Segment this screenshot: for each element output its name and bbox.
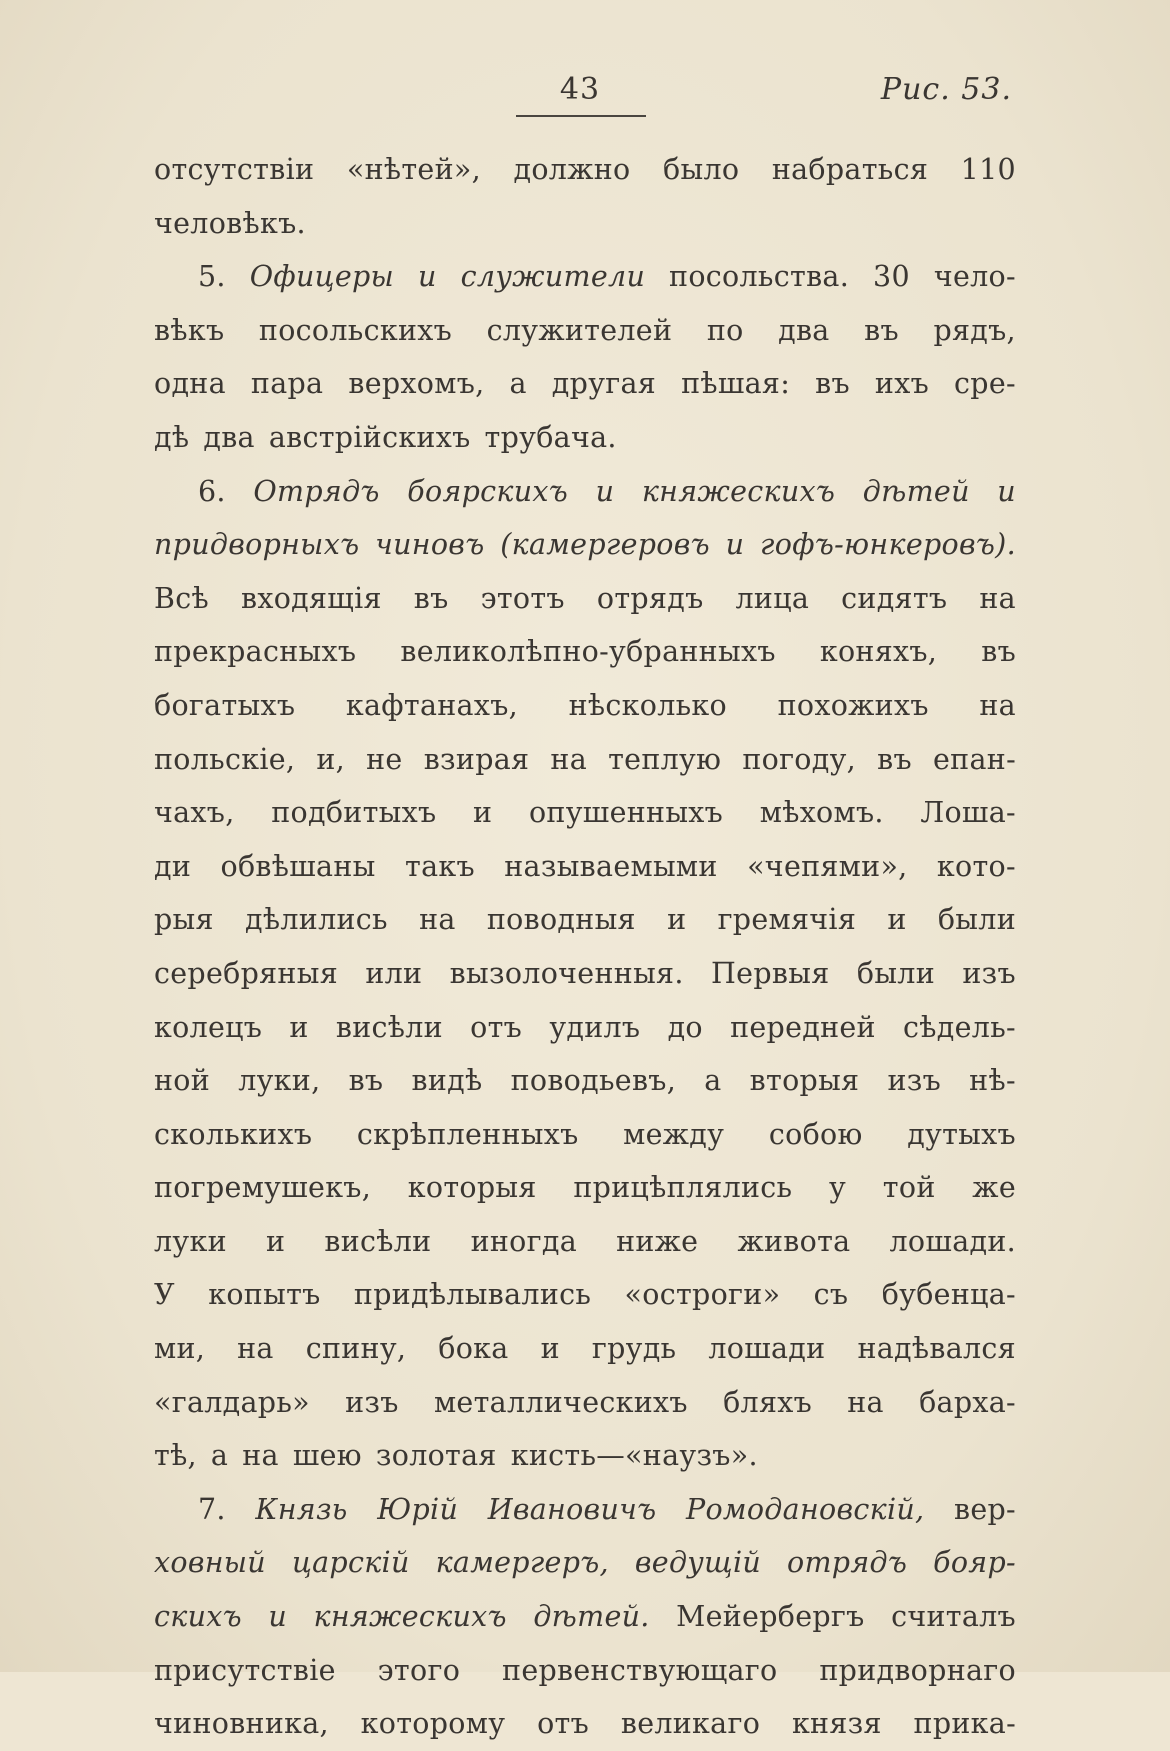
text-line: 7. Князь Юрій Ивановичъ Ромодановскій, вер- [198, 1492, 1016, 1526]
text-line: прекрасныхъ великолѣпно-убранныхъ коняхъ, въ [154, 635, 1016, 669]
text-line: сколькихъ скрѣпленныхъ между собою дутыхъ [154, 1117, 1016, 1151]
text-line: вѣкъ посольскихъ служителей по два въ рядъ, [154, 313, 1016, 347]
text-line: ной луки, въ видѣ поводьевъ, а вторыя изъ нѣ- [154, 1064, 1016, 1098]
page-number: 43 [559, 72, 601, 107]
body-text [154, 143, 1016, 1751]
text-line: 5. Офицеры и служители посольства. 30 чело- [198, 260, 1016, 294]
text-line: одна пара верхомъ, а другая пѣшая: въ ихъ сре- [154, 367, 1016, 401]
page-number-rule [516, 115, 646, 117]
text-line: ди обвѣшаны такъ называемыми «чепями», кото- [154, 849, 1016, 883]
text-line: ховный царскій камергеръ, ведущій отрядъ бояр- [154, 1546, 1016, 1580]
text-line: луки и висѣли иногда ниже живота лошади. [154, 1224, 1016, 1258]
text-line: ми, на спину, бока и грудь лошади надѣвался [154, 1332, 1016, 1366]
text-line: присутствіе этого первенствующаго придворнаго [154, 1653, 1016, 1687]
text-line: колецъ и висѣли отъ удилъ до передней сѣдель- [154, 1010, 1016, 1044]
text-line: У копытъ придѣлывались «остроги» съ бубенца- [154, 1278, 1016, 1312]
text-line: дѣ два австрійскихъ трубача. [154, 420, 617, 454]
text-line: польскіе, и, не взирая на теплую погоду, въ епан- [154, 742, 1016, 776]
text-line: «галдарь» изъ металлическихъ бляхъ на бархa- [154, 1385, 1016, 1419]
text-line: скихъ и княжескихъ дѣтей. Мейербергъ считалъ [154, 1600, 1016, 1634]
text-line: погремушекъ, которыя прицѣплялись у той же [154, 1171, 1016, 1205]
text-line: человѣкъ. [154, 206, 306, 240]
text-line: тѣ, а на шею золотая кисть—«наузъ». [154, 1439, 758, 1473]
text-line: 6. Отрядъ боярскихъ и княжескихъ дѣтей и [198, 474, 1016, 508]
figure-reference: Рис. 53. [880, 72, 1012, 107]
text-line: богатыхъ кафтанахъ, нѣсколько похожихъ на [154, 688, 1016, 722]
text-line: серебряныя или вызолоченныя. Первыя были изъ [154, 956, 1016, 990]
page-header [0, 68, 1170, 128]
text-line: чиновника, которому отъ великаго князя прика- [154, 1707, 1016, 1741]
text-line: Всѣ входящія въ этотъ отрядъ лица сидятъ на [154, 581, 1016, 615]
text-line: придворныхъ чиновъ (камергеровъ и гофъ-юнкеровъ). [154, 528, 1016, 562]
text-line: рыя дѣлились на поводныя и гремячія и были [154, 903, 1016, 937]
text-line: отсутствіи «нѣтей», должно было набраться 110 [154, 153, 1016, 186]
text-line: чахъ, подбитыхъ и опушенныхъ мѣхомъ. Лоша- [154, 796, 1016, 830]
